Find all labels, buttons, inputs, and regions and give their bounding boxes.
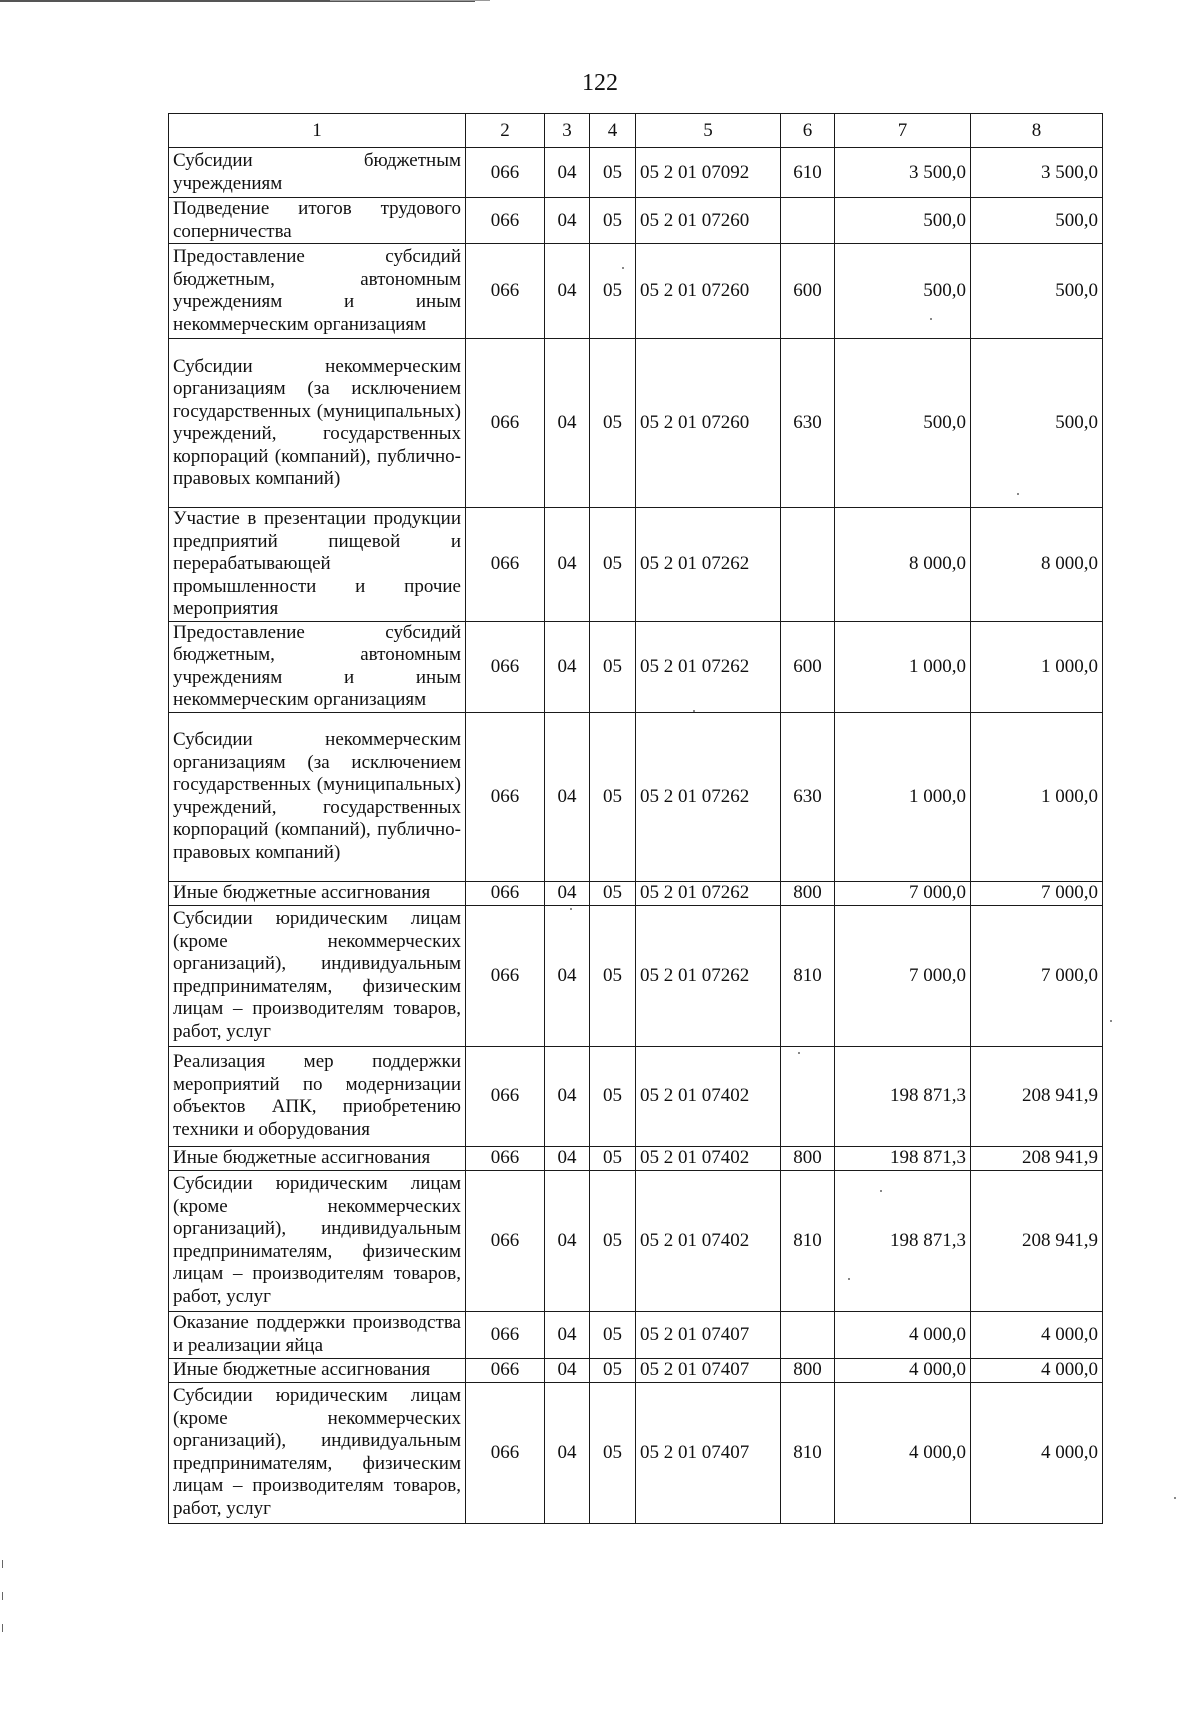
header-cell: 7 [835,114,971,148]
subsection-code-cell: 05 [590,198,636,244]
subsection-code-cell: 05 [590,508,636,622]
amount-col8-cell: 500,0 [971,198,1103,244]
target-article-cell: 05 2 01 07402 [636,1046,781,1146]
header-cell: 2 [466,114,545,148]
budget-table [168,113,1103,1524]
table-row [169,1358,1103,1382]
scan-speck [570,908,572,910]
expense-type-cell [781,1311,835,1358]
ministry-code-cell: 066 [466,905,545,1046]
section-code-cell: 04 [545,1311,590,1358]
scan-speck [622,267,624,269]
row-name-cell: Участие в презентации продукции предприятий пищевой и перерабатывающей промышленности и прочие мероприятия [169,508,466,622]
scan-edge-mark [2,1624,3,1632]
table-row [169,881,1103,905]
table-row [169,1170,1103,1311]
section-code-cell: 04 [545,1146,590,1170]
ministry-code-cell: 066 [466,621,545,712]
amount-col7-cell: 500,0 [835,244,971,339]
expense-type-cell: 810 [781,905,835,1046]
expense-type-cell: 600 [781,621,835,712]
row-name-cell: Иные бюджетные ассигнования [169,1358,466,1382]
ministry-code-cell: 066 [466,198,545,244]
target-article-cell: 05 2 01 07262 [636,508,781,622]
amount-col7-cell: 4 000,0 [835,1311,971,1358]
amount-col8-cell: 208 941,9 [971,1046,1103,1146]
scan-speck [1017,493,1019,495]
ministry-code-cell: 066 [466,508,545,622]
target-article-cell: 05 2 01 07407 [636,1311,781,1358]
target-article-cell: 05 2 01 07407 [636,1358,781,1382]
amount-col7-cell: 7 000,0 [835,905,971,1046]
ministry-code-cell: 066 [466,148,545,198]
ministry-code-cell: 066 [466,1046,545,1146]
table-body [169,114,1103,1524]
row-name-cell: Подведение итогов трудового соперничества [169,198,466,244]
amount-col7-cell: 198 871,3 [835,1046,971,1146]
section-code-cell: 04 [545,339,590,508]
amount-col8-cell: 4 000,0 [971,1382,1103,1523]
amount-col8-cell: 500,0 [971,244,1103,339]
amount-col8-cell: 4 000,0 [971,1311,1103,1358]
page-number: 122 [582,70,618,96]
header-cell: 8 [971,114,1103,148]
ministry-code-cell: 066 [466,339,545,508]
section-code-cell: 04 [545,508,590,622]
subsection-code-cell: 05 [590,712,636,881]
header-cell: 6 [781,114,835,148]
ministry-code-cell: 066 [466,1146,545,1170]
table-row [169,712,1103,881]
header-cell: 5 [636,114,781,148]
expense-type-cell: 800 [781,1146,835,1170]
subsection-code-cell: 05 [590,1170,636,1311]
table-row [169,1046,1103,1146]
table-header-row [169,114,1103,148]
expense-type-cell: 600 [781,244,835,339]
section-code-cell: 04 [545,1046,590,1146]
expense-type-cell [781,198,835,244]
expense-type-cell: 610 [781,148,835,198]
scan-speck [798,1052,800,1054]
amount-col8-cell: 8 000,0 [971,508,1103,622]
subsection-code-cell: 05 [590,244,636,339]
target-article-cell: 05 2 01 07402 [636,1146,781,1170]
amount-col7-cell: 1 000,0 [835,712,971,881]
amount-col7-cell: 198 871,3 [835,1146,971,1170]
row-name-cell: Предоставление субсидий бюджетным, автономным учреждениям и иным некоммерческим организациям [169,244,466,339]
section-code-cell: 04 [545,1170,590,1311]
row-name-cell: Оказание поддержки производства и реализации яйца [169,1311,466,1358]
table-row [169,244,1103,339]
section-code-cell: 04 [545,881,590,905]
section-code-cell: 04 [545,148,590,198]
target-article-cell: 05 2 01 07262 [636,881,781,905]
section-code-cell: 04 [545,1382,590,1523]
target-article-cell: 05 2 01 07262 [636,712,781,881]
ministry-code-cell: 066 [466,1311,545,1358]
scan-speck [693,710,695,712]
table-row [169,1311,1103,1358]
row-name-cell: Реализация мер поддержки мероприятий по модернизации объектов АПК, приобретению техники и оборудования [169,1046,466,1146]
table-row [169,905,1103,1046]
target-article-cell: 05 2 01 07407 [636,1382,781,1523]
row-name-cell: Субсидии юридическим лицам (кроме некоммерческих организаций), индивидуальным предпринимателям, физическим лицам – производителям товаров, работ, услуг [169,905,466,1046]
subsection-code-cell: 05 [590,1382,636,1523]
subsection-code-cell: 05 [590,621,636,712]
ministry-code-cell: 066 [466,1170,545,1311]
scan-speck [1110,1020,1112,1022]
ministry-code-cell: 066 [466,712,545,881]
table-row [169,621,1103,712]
top-scan-rule-faint [330,0,490,1]
section-code-cell: 04 [545,1358,590,1382]
header-cell: 4 [590,114,636,148]
table-row [169,1382,1103,1523]
scan-speck [930,318,932,320]
table-row [169,1146,1103,1170]
target-article-cell: 05 2 01 07092 [636,148,781,198]
scan-edge-mark [2,1592,3,1600]
target-article-cell: 05 2 01 07402 [636,1170,781,1311]
amount-col7-cell: 8 000,0 [835,508,971,622]
section-code-cell: 04 [545,905,590,1046]
row-name-cell: Субсидии юридическим лицам (кроме некоммерческих организаций), индивидуальным предпринимателям, физическим лицам – производителям товаров, работ, услуг [169,1170,466,1311]
header-cell: 1 [169,114,466,148]
expense-type-cell [781,508,835,622]
amount-col8-cell: 208 941,9 [971,1170,1103,1311]
section-code-cell: 04 [545,621,590,712]
amount-col8-cell: 500,0 [971,339,1103,508]
expense-type-cell: 810 [781,1170,835,1311]
amount-col7-cell: 500,0 [835,198,971,244]
section-code-cell: 04 [545,712,590,881]
subsection-code-cell: 05 [590,905,636,1046]
target-article-cell: 05 2 01 07262 [636,905,781,1046]
expense-type-cell [781,1046,835,1146]
table-row [169,148,1103,198]
expense-type-cell: 800 [781,1358,835,1382]
section-code-cell: 04 [545,244,590,339]
amount-col8-cell: 1 000,0 [971,621,1103,712]
scan-speck [1174,1497,1176,1499]
ministry-code-cell: 066 [466,1382,545,1523]
table-row [169,198,1103,244]
table-row [169,339,1103,508]
subsection-code-cell: 05 [590,148,636,198]
row-name-cell: Иные бюджетные ассигнования [169,881,466,905]
target-article-cell: 05 2 01 07260 [636,244,781,339]
subsection-code-cell: 05 [590,1311,636,1358]
section-code-cell: 04 [545,198,590,244]
subsection-code-cell: 05 [590,1146,636,1170]
amount-col8-cell: 7 000,0 [971,905,1103,1046]
amount-col7-cell: 198 871,3 [835,1170,971,1311]
amount-col8-cell: 4 000,0 [971,1358,1103,1382]
expense-type-cell: 630 [781,712,835,881]
amount-col8-cell: 1 000,0 [971,712,1103,881]
amount-col8-cell: 3 500,0 [971,148,1103,198]
row-name-cell: Предоставление субсидий бюджетным, автономным учреждениям и иным некоммерческим организациям [169,621,466,712]
amount-col7-cell: 1 000,0 [835,621,971,712]
expense-type-cell: 810 [781,1382,835,1523]
table-row [169,508,1103,622]
target-article-cell: 05 2 01 07262 [636,621,781,712]
scan-edge-mark [2,1560,3,1568]
row-name-cell: Иные бюджетные ассигнования [169,1146,466,1170]
row-name-cell: Субсидии некоммерческим организациям (за исключением государственных (муниципальных) учреждений, государственных корпораций (компаний), публично-правовых компаний) [169,712,466,881]
amount-col8-cell: 208 941,9 [971,1146,1103,1170]
subsection-code-cell: 05 [590,1358,636,1382]
header-cell: 3 [545,114,590,148]
amount-col7-cell: 500,0 [835,339,971,508]
target-article-cell: 05 2 01 07260 [636,339,781,508]
amount-col7-cell: 3 500,0 [835,148,971,198]
scan-speck [848,1278,850,1280]
expense-type-cell: 630 [781,339,835,508]
row-name-cell: Субсидии некоммерческим организациям (за исключением государственных (муниципальных) учреждений, государственных корпораций (компаний), публично-правовых компаний) [169,339,466,508]
scan-speck [880,1190,882,1192]
ministry-code-cell: 066 [466,881,545,905]
ministry-code-cell: 066 [466,1358,545,1382]
subsection-code-cell: 05 [590,1046,636,1146]
row-name-cell: Субсидии юридическим лицам (кроме некоммерческих организаций), индивидуальным предпринимателям, физическим лицам – производителям товаров, работ, услуг [169,1382,466,1523]
ministry-code-cell: 066 [466,244,545,339]
amount-col8-cell: 7 000,0 [971,881,1103,905]
subsection-code-cell: 05 [590,881,636,905]
target-article-cell: 05 2 01 07260 [636,198,781,244]
expense-type-cell: 800 [781,881,835,905]
subsection-code-cell: 05 [590,339,636,508]
amount-col7-cell: 4 000,0 [835,1382,971,1523]
row-name-cell: Субсидии бюджетным учреждениям [169,148,466,198]
amount-col7-cell: 4 000,0 [835,1358,971,1382]
amount-col7-cell: 7 000,0 [835,881,971,905]
